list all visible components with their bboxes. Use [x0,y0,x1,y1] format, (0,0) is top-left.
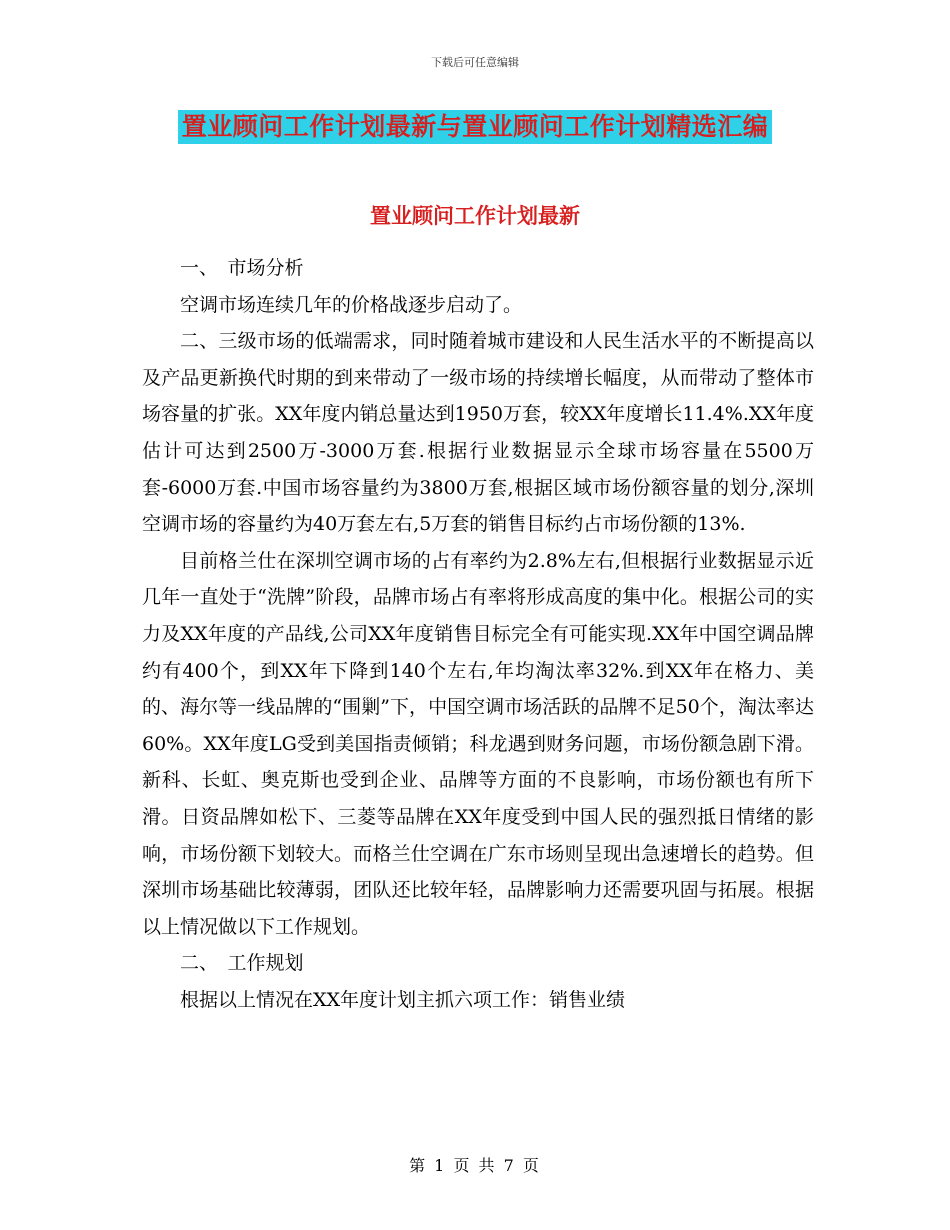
page-number: 第 1 页 共 7 页 [409,1156,541,1175]
header-note: 下载后可任意编辑 [431,56,519,69]
body-paragraph: 二、三级市场的低端需求，同时随着城市建设和人民生活水平的不断提高以及产品更新换代时期的到来带动了一级市场的持续增长幅度，从而带动了整体市场容量的扩张。XX年度内销总量达到1950万套，较XX年度增长11.4%.XX年度估计可达到2500万-3000万套.根据行业数据显示全球市场容量在5500万套-6000万套.中国市场容量约为3800万套,根据区域市场份额容量的划分,深圳空调市场的容量约为40万套左右,5万套的销售目标约占市场份额的13%. [142,330,814,536]
heading-market-analysis: 一、 市场分析 [180,257,304,279]
document-title-text: 置业顾问工作计划最新与置业顾问工作计划精选汇编 [178,110,773,144]
document-body [142,250,814,1018]
document-title [0,110,950,144]
body-paragraph: 根据以上情况在XX年度计划主抓六项工作：销售业绩 [180,988,626,1011]
body-paragraph: 目前格兰仕在深圳空调市场的占有率约为2.8%左右,但根据行业数据显示近几年一直处于“洗牌”阶段，品牌市场占有率将形成高度的集中化。根据公司的实力及XX年度的产品线,公司XX年度销售目标完全有可能实现.XX年中国空调品牌约有400个，到XX年下降到140个左右,年均淘汰率32%.到XX年在格力、美的、海尔等一线品牌的“围剿”下，中国空调市场活跃的品牌不足50个，淘汰率达60%。XX年度LG受到美国指责倾销；科龙遇到财务问题，市场份额急剧下滑。新科、长虹、奥克斯也受到企业、品牌等方面的不良影响，市场份额也有所下滑。日资品牌如松下、三菱等品牌在XX年度受到中国人民的强烈抵日情绪的影响，市场份额下划较大。而格兰仕空调在广东市场则呈现出急速增长的趋势。但深圳市场基础比较薄弱，团队还比较年轻，品牌影响力还需要巩固与拓展。根据以上情况做以下工作规划。 [142,549,814,938]
heading-work-plan: 二、 工作规划 [180,952,304,975]
body-paragraph: 空调市场连续几年的价格战逐步启动了。 [180,293,523,316]
section-title: 置业顾问工作计划最新 [370,204,580,228]
